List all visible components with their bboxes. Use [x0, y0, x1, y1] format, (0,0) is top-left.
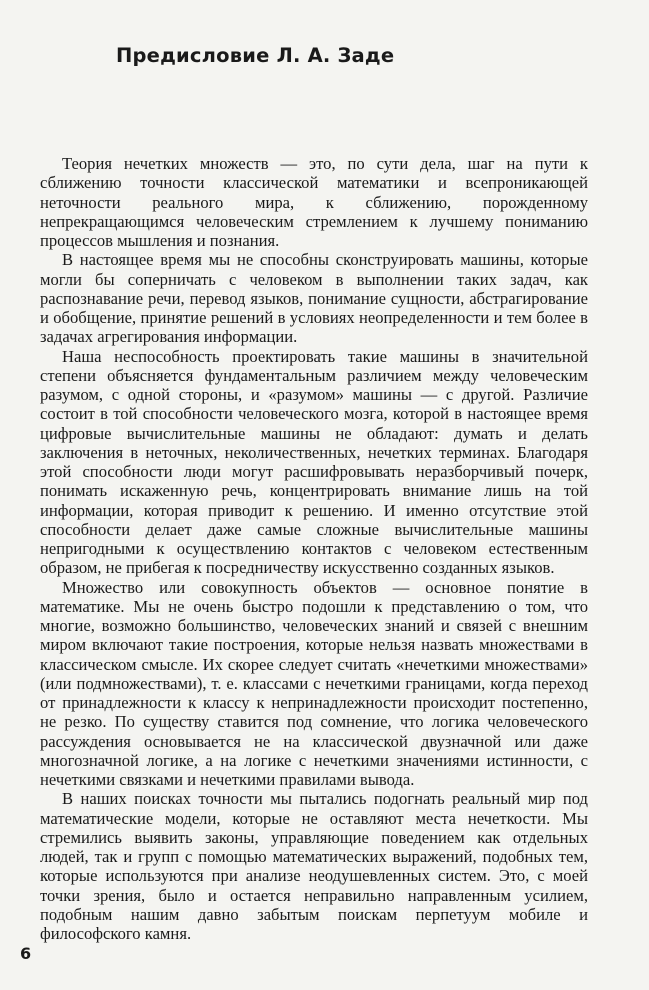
page-number: 6 [20, 944, 32, 963]
paragraph-5: В наших поисках точности мы пытались подогнать реальный мир под математические модели, которые не оставляют места нечеткости. Мы стремились выявить законы, управляющие поведением как отдельных людей, так и групп с помощью математических выражений, подобных тем, которые используются при анализе неодушевленных систем. Это, с моей точки зрения, было и остается неправильно направленным усилием, подобным нашим давно забытым поискам перпетуум мобиле и философского камня. [40, 789, 588, 943]
paragraph-4: Множество или совокупность объектов — основное понятие в математике. Мы не очень быстро подошли к представлению о том, что многие, возможно большинство, человеческих знаний и связей с внешним миром включают такие построения, которые нельзя назвать множествами в классическом смысле. Их скорее следует считать «нечеткими множествами» (или подмножествами), т. е. классами с нечеткими границами, когда переход от принадлежности к классу к непринадлежности происходит постепенно, не резко. По существу ставится под сомнение, что логика человеческого рассуждения основывается не на классической двузначной или даже многозначной логике, а на логике с нечеткими значениями истинности, с нечеткими связками и нечеткими правилами вывода. [40, 577, 588, 789]
body-text [40, 154, 588, 943]
paragraph-1: Теория нечетких множеств — это, по сути дела, шаг на пути к сближению точности классической математики и всепроникающей неточности реального мира, к сближению, порожденному непрекращающимся человеческим стремлением к лучшему пониманию процессов мышления и познания. [40, 154, 588, 250]
page-title: Предисловие Л. А. Заде [116, 44, 395, 67]
paragraph-3: Наша неспособность проектировать такие машины в значительной степени объясняется фундаментальным различием между человеческим разумом, с одной стороны, и «разумом» машины — с другой. Различие состоит в той способности человеческого мозга, которой в настоящее время цифровые вычислительные машины не обладают: думать и делать заключения в неточных, неколичественных, нечетких терминах. Благодаря этой способности люди могут расшифровывать неразборчивый почерк, понимать искаженную речь, концентрировать внимание лишь на той информации, которая приводит к решению. И именно отсутствие этой способности делает даже самые сложные вычислительные машины непригодными к осуществлению контактов с человеком естественным образом, не прибегая к посредничеству искусственно созданных языков. [40, 346, 588, 578]
paragraph-2: В настоящее время мы не способны сконструировать машины, которые могли бы соперничать с человеком в выполнении таких задач, как распознавание речи, перевод языков, понимание сущности, абстрагирование и обобщение, принятие решений в условиях неопределенности и тем более в задачах агрегирования информации. [40, 250, 588, 347]
